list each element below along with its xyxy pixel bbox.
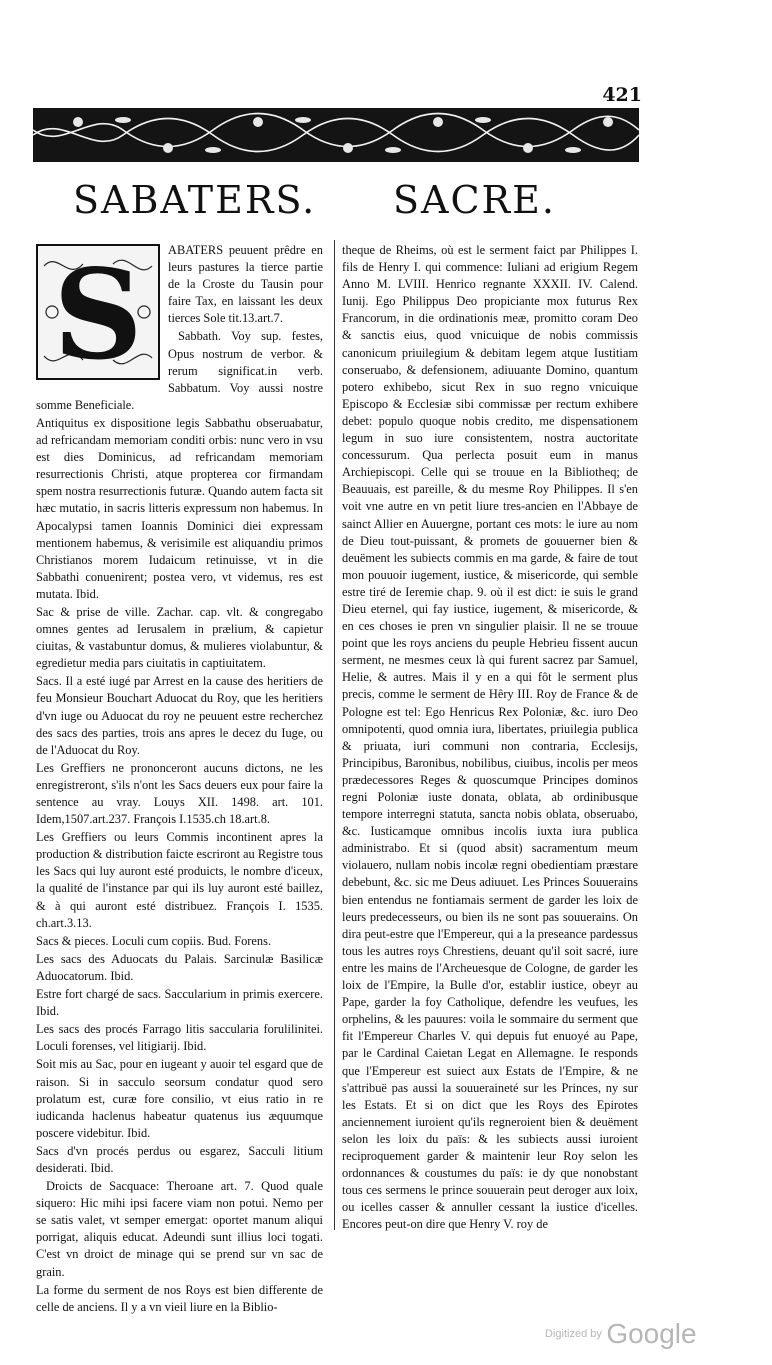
paragraph: Sabbath. Voy sup. festes, Opus nostrum de verbor. & rerum significat.in verb. Sabbatum. Voy aussi nostre somme Beneficiale. bbox=[36, 329, 323, 412]
decorated-initial bbox=[36, 243, 160, 388]
paragraph: theque de Rheims, où est le serment faict par Philippes I. fils de Henry I. qui commence: Iuliani ad erigium Regem Anno M. LVIII. Henrico regnante XXXII. IV. Calend. Iunij. Ego Philippus Deo propiciante mox futurus Rex Francorum, in die ordinationis meæ, promitto coram Deo & sanctis eius, quod vnicuique de nobis commissis canonicum priuilegium & debitam legem atque Iustitiam conseruabo, & defensionem, adiuuante Domino, quantum potero exhibebo, sicut Rex in suo regno vnicuique Episcopo & Ecclesiæ sibi commissæ per rectum exhibere debet: populo quoque nobis credito, me dispensationem legum in suo iure consistentem, nostra auctoritate concessurum. Qua perlecta posuit eum in manus Archiepiscopi. Celle qui se trouue en la Bibliotheq; de Beauuais, est pareille, & du mesme Roy Philippes. Il s'en voit vne autre en vn petit liure tres-ancien en l'Abbaye de sainct Allier en Auuergne, portant ces mots: le iure au nom de Dieu tout-puissant, & promets de gouuerner bien & deuëment les subiects commis en ma garde, & faire de tout mon pouuoir iugement, iustice, & misericorde, qui semble estre tiré de Ieremie chap. 9. où il est dict: ie suis le grand Dieu eternel, qui fay iustice, iugement, & misericorde, & en ces choses ie pren vn singulier plaisir. Il ne se trouue point que les roys anciens du peuple Hebrieu fissent aucun serment, ne mesmes ceux là qui furent sacrez par Samuel, Helie, & autres. Mais il y en a qui fôt le serment plus precis, comme le serment de Hêry III. Roy de France & de Pologne est tel: Ego Henricus Rex Poloniæ, &c. iuro Deo omnipotenti, quod omnia iura, libertates, priuilegia publica & priuata, iuri communi non contraria, Ecclesijs, Principibus, Baronibus, nobilibus, ciuibus, incolis per meos prædecessores Reges & quoscumque Principes dominos regni Poloniæ iuste donata, oblata, ab ordinibusque tempore interregni statuta, sancta nobis oblata, obseruabo, &c. Iusticamque omnibus incolis iuxta iura publica administrabo. Et si (quod absit) sacramentum meum violauero, nullam nobis incolæ regni obedientiam præstare debebunt, &c. sic me Deus adiuuet. Les Princes Souuerains bien entendus ne fontiamais serment de garder les loix de leurs predecesseurs, ou bien ils ne sont pas souuerains. On dira peut-estre que l'Empereur, qui a la preseance pardessus tous les autres roys Chrestiens, deuant qu'il soit sacré, iure entre les mains de l'Archeuesque de Cologne, de garder les loix de l'Empire, la Bulle d'or, establir iustice, obeyr au Pape, garder la foy Catholique, defendre les veufues, les orphelins, & les pauures: voila le sommaire du serment que fit l'Empereur Charles V. qui depuis fut enuoyé au Pape, par le Cardinal Caietan Legat en Allemagne. Ie responds que l'Empereur est suiect aux Estats de l'Empire, & ne s'attribuë pas aussi la souueraineté sur les Princes, ny sur les Estats. Et si on dict que les Roys des Epirotes anciennement iuroient qu'ils regneroient bien & deuëment selon les loix du païs: & les subiects aussi iuroient reciproquement garder & maintenir leur Roy selon les ordonnances & coustumes du païs: ie dy que nonobstant tous ces sermens le prince souuerain peut deroger aux loix, ou icelles casser & annuller cessant la iustice d'icelles. Encores peut-on dire que Henry V. roy de bbox=[342, 243, 638, 1232]
paragraph: Les Greffiers ne prononceront aucuns dictons, ne les enregistreront, s'ils n'ont les Sacs deuers eux pour faire la sentence au vray. Louys XII. 1498. art. 101. Idem,1507.art.237. François I.1535.ch 18.art.8. bbox=[36, 760, 323, 827]
watermark-prefix: Digitized by bbox=[545, 1328, 602, 1340]
paragraph: Sacs. Il a esté iugé par Arrest en la cause des heritiers de feu Monsieur Bouchart Aduocat du Roy, que les heritiers d'vn iuge ou Aduocat du roy ne peuuent estre recherchez des sacs des parties, trois ans apres le decez du Iuge, ou de l'Aduocat du Roy. bbox=[36, 674, 323, 757]
column-divider bbox=[334, 240, 335, 1230]
left-column bbox=[36, 242, 323, 1314]
paragraph: Sac & prise de ville. Zachar. cap. vlt. & congregabo omnes gentes ad Ierusalem in prælium, & capietur ciuitas, & vastabuntur domus, & mulieres violabuntur, & egredietur media pars ciuitatis in captiuitatem. bbox=[36, 604, 323, 671]
paragraph: Sacs d'vn procés perdus ou esgarez, Sacculi litium desiderati. Ibid. bbox=[36, 1143, 323, 1175]
paragraph: Antiquitus ex dispositione legis Sabbathu obseruabatur, ad refricandam memoriam conditi orbis: nunc vero in vsu est dies Dominicus, ad refricandam memoriam resurrectionis Christi, atque propterea cor firmandam spem nostra resurrectionis futuræ. Quando autem facta sit hæc mutatio, in sacris litteris expressum non habemus. In Apocalypsi tamen Ioannis Dominici diei expressam mentionem habemus, & verisimile est aliquandiu primos Christianos morem Iudaicum retinuisse, vt in die Sabbathi conuenirent; postea vero, vt videmus, res est mutata. Ibid. bbox=[36, 415, 323, 601]
paragraph: Les Greffiers ou leurs Commis incontinent apres la production & distribution faicte escriront au Registre tous les Sacs qui luy auront esté produicts, le nombre d'iceux, la qualité de l'instance par qui ils luy auront esté baillez, & à qui auront esté distribuez. François I. 1535. ch.art.3.13. bbox=[36, 830, 323, 930]
digitized-watermark bbox=[545, 1318, 697, 1350]
google-logo: Google bbox=[606, 1318, 697, 1349]
paragraph: Sacs & pieces. Loculi cum copiis. Bud. Forens. bbox=[36, 933, 272, 948]
page-number: 421 bbox=[602, 84, 642, 106]
paragraph: Les sacs des Aduocats du Palais. Sarcinulæ Basilicæ Aduocatorum. Ibid. bbox=[36, 951, 323, 983]
paragraph: ABATERS peuuent prêdre en leurs pastures la tierce partie de la Croste du Tausin pour faire Tax, en laissant les deux tierces Sole tit.13.art.7. bbox=[168, 243, 323, 326]
paragraph: La forme du serment de nos Roys est bien differente de celle de anciens. Il y a vn vieil liure en la Biblio- bbox=[36, 1282, 323, 1314]
paragraph: Soit mis au Sac, pour en iugeant y auoir tel esgard que de raison. Si in sacculo seorsum condatur quod sero prolatum est, curæ fore consilio, vt eius ratio in re iudicanda haclenus habeatur quatenus ius æquumque poscere videbitur. Ibid. bbox=[36, 1057, 323, 1140]
heading-left: SABATERS. bbox=[73, 178, 317, 222]
ornamental-header-band bbox=[33, 108, 639, 162]
heading-right: SACRE. bbox=[393, 178, 556, 222]
dropcap-letter: S bbox=[53, 243, 143, 388]
right-column bbox=[342, 242, 638, 1242]
page-header bbox=[33, 178, 639, 224]
paragraph: Droicts de Sacquace: Theroane art. 7. Quod quale siquero: Hic mihi ipsi facere viam non potui. Nemo per se satis valet, vt semper emergat: oportet manum aliqui porrigat, aliquis educat. Adeundi sunt illius loci togati. C'est vn droict de minage qui se prend sur vn sac de grain. bbox=[36, 1179, 323, 1279]
paragraph: Estre fort chargé de sacs. Saccularium in primis exercere. Ibid. bbox=[36, 987, 323, 1019]
paragraph: Les sacs des procés Farrago litis saccularia forulilinitei. Loculi forenses, vel litigiarij. Ibid. bbox=[36, 1022, 323, 1054]
